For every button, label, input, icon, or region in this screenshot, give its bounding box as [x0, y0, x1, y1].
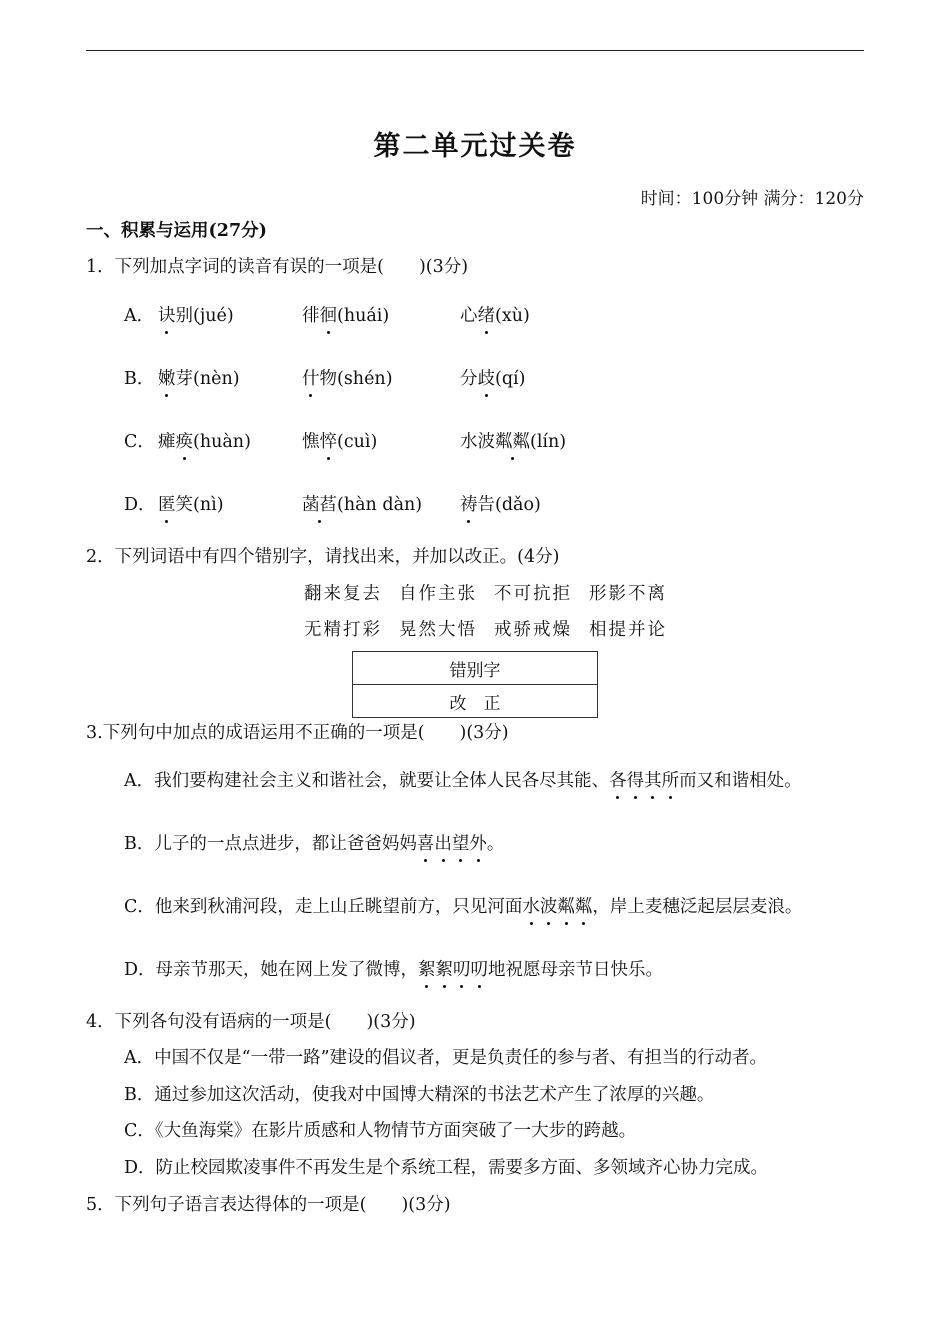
dotted-char: 痪	[175, 432, 193, 452]
dotted-char: 出	[434, 834, 452, 854]
question-5-stem: 5．下列句子语言表达得体的一项是( )(3分)	[86, 1195, 451, 1215]
dotted-char: 歧	[477, 369, 495, 389]
section-heading: 一、积累与运用(27分)	[86, 221, 267, 241]
word: 不可抗拒	[494, 584, 572, 604]
question-3-stem: 3.下列句中加点的成语运用不正确的一项是( )(3分)	[86, 723, 509, 743]
q3-option-a: A．我们要构建社会主义和谐社会，就要让全体人民各尽其能、各得其所而又和谐相处。	[124, 771, 802, 791]
word-list-row-1	[304, 582, 684, 606]
exam-meta: 时间：100分钟 满分：120分	[640, 189, 864, 209]
dotted-char: 其	[644, 771, 662, 791]
dotted-char: 祷	[460, 495, 478, 515]
dotted-char: 得	[626, 771, 645, 791]
dotted-char: 粼	[574, 897, 593, 917]
word: 自作主张	[399, 584, 477, 604]
dotted-char: 叨	[453, 960, 471, 980]
correction-table	[352, 651, 598, 718]
dotted-char: 望	[451, 834, 470, 854]
dotted-idiom	[417, 834, 487, 854]
word: 相提并论	[589, 620, 667, 640]
word-list-row-2	[304, 618, 684, 642]
dotted-idiom	[522, 897, 592, 917]
dotted-char: 匿	[158, 495, 176, 515]
dotted-idiom	[609, 771, 679, 791]
word: 戒骄戒燥	[494, 620, 572, 640]
question-2-stem: 2．下列词语中有四个错别字，请找出来，并加以改正。(4分)	[86, 547, 560, 567]
dotted-char: 徊	[319, 306, 337, 326]
dotted-char: 菡萏	[302, 495, 337, 515]
dotted-char: 诀	[158, 306, 176, 326]
dotted-char: 所	[661, 771, 680, 791]
dotted-char: 水	[522, 897, 540, 917]
page-title: 第二单元过关卷	[373, 131, 577, 162]
q4-option-a: A．中国不仅是“一带一路”建设的倡议者，更是负责任的参与者、有担当的行动者。	[124, 1048, 768, 1068]
dotted-char: 悴	[319, 432, 337, 452]
word: 形影不离	[589, 584, 667, 604]
q4-option-c: C．《大鱼海棠》在影片质感和人物情节方面突破了一大步的跨越。	[124, 1121, 637, 1141]
dotted-char: 嫩	[158, 369, 176, 389]
dotted-char: 粼	[557, 897, 575, 917]
dotted-char: 絮	[435, 960, 454, 980]
dotted-char: 外	[469, 834, 487, 854]
dotted-char: 絮	[418, 960, 436, 980]
word: 翻来复去	[304, 584, 382, 604]
dotted-char: 绪	[477, 306, 495, 326]
question-4-stem: 4．下列各句没有语病的一项是( )(3分)	[86, 1012, 416, 1032]
dotted-char: 各	[609, 771, 627, 791]
dotted-char: 什	[302, 369, 320, 389]
q4-option-d: D．防止校园欺凌事件不再发生是个系统工程，需要多方面、多领域齐心协力完成。	[124, 1158, 769, 1178]
dotted-char: 喜	[416, 834, 435, 854]
table-cell-typo: 错别字	[353, 652, 598, 685]
q3-option-b: B．儿子的一点点进步，都让爸爸妈妈喜出望外。	[124, 834, 505, 854]
q3-option-c: C．他来到秋浦河段，走上山丘眺望前方，只见河面水波粼粼，岸上麦穗泛起层层麦浪。	[124, 897, 803, 917]
dotted-idiom	[418, 960, 488, 980]
dotted-char: 波	[539, 897, 558, 917]
question-1-stem: 1．下列加点字词的读音有误的一项是( )(3分)	[86, 257, 469, 277]
word: 晃然大悟	[399, 620, 477, 640]
dotted-char: 叨	[470, 960, 489, 980]
word: 无精打彩	[304, 620, 382, 640]
table-cell-correction: 改 正	[353, 685, 598, 718]
dotted-char: 粼粼	[495, 432, 530, 452]
q4-option-b: B．通过参加这次活动，使我对中国博大精深的书法艺术产生了浓厚的兴趣。	[124, 1085, 715, 1105]
q3-option-d: D．母亲节那天，她在网上发了微博，絮絮叨叨地祝愿母亲节日快乐。	[124, 960, 664, 980]
header-rule	[86, 50, 864, 51]
